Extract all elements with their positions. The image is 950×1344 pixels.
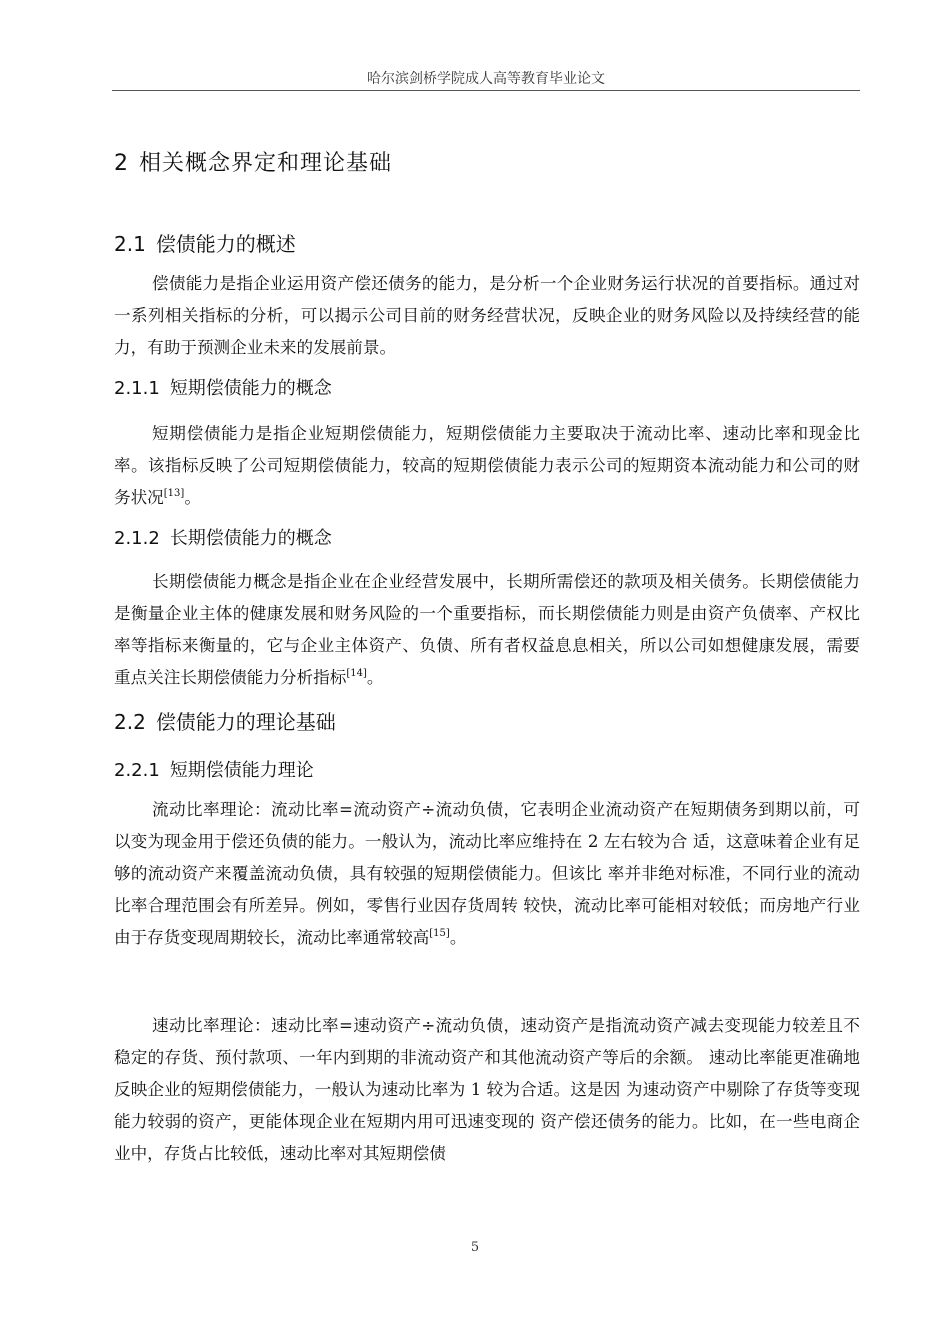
- paragraph-end: 。: [449, 928, 467, 947]
- section-title: 偿债能力的概述: [155, 232, 296, 256]
- running-header: 哈尔滨剑桥学院成人高等教育毕业论文: [367, 71, 605, 87]
- section-title: 短期偿债能力的概念: [169, 378, 332, 399]
- section-number: 2.2: [114, 710, 146, 734]
- section-heading-2-1: [114, 228, 296, 257]
- paragraph-2-1: 偿债能力是指企业运用资产偿还债务的能力，是分析一个企业财务运行状况的首要指标。通过对一系列相关指标的分析，可以揭示公司目前的财务经营状况，反映企业的财务风险以及持续经营的能力，有助于预测企业未来的发展前景。: [114, 274, 860, 357]
- citation: [13]: [163, 488, 185, 499]
- chapter-title: 相关概念界定和理论基础: [139, 151, 393, 176]
- paragraph-end: 。: [184, 488, 201, 507]
- section-heading-2-2-1: [114, 756, 314, 782]
- section-number: 2.1.2: [114, 528, 160, 549]
- citation: [15]: [429, 928, 450, 939]
- chapter-number: 2: [114, 151, 129, 176]
- citation: [14]: [346, 668, 367, 679]
- paragraph-quick-ratio-theory: 速动比率理论：速动比率=速动资产÷流动负债，速动资产是指流动资产减去变现能力较差且不稳定的存货、预付款项、一年内到期的非流动资产和其他流动资产等后的余额。 速动比率能更准确地反映企业的短期偿债能力，一般认为速动比率为 1 较为合适。这是因 为速动资产中剔除了存货等变现能力较弱的资产，更能体现企业在短期内用可迅速变现的 资产偿还债务的能力。比如，在一些电商企业中，存货占比较低，速动比率对其短期偿债: [114, 1016, 860, 1163]
- section-title: 短期偿债能力理论: [169, 760, 314, 781]
- section-title: 偿债能力的理论基础: [155, 710, 336, 734]
- paragraph-text: 流动比率理论：流动比率=流动资产÷流动负债，它表明企业流动资产在短期债务到期以前，可以变为现金用于偿还负债的能力。一般认为，流动比率应维持在 2 左右较为合 适，这意味着企业有足够的流动资产来覆盖流动负债，具有较强的短期偿债能力。但该比 率并非绝对标准，不同行业的流动比率合理范围会有所差异。例如，零售行业因存货周转 较快，流动比率可能相对较低；而房地产行业由于存货变现周期较长，流动比率通常较高: [114, 800, 860, 947]
- chapter-heading: [114, 146, 392, 177]
- section-number: 2.2.1: [114, 760, 160, 781]
- paragraph-current-ratio-theory: [114, 794, 860, 954]
- paragraph-end: 。: [366, 668, 384, 687]
- section-heading-2-1-2: [114, 524, 332, 550]
- paragraph-2-1-1: [114, 418, 860, 514]
- section-title: 长期偿债能力的概念: [169, 528, 332, 549]
- paragraph-2-1-2: [114, 566, 860, 694]
- page-number: 5: [470, 1240, 480, 1255]
- section-heading-2-1-1: [114, 374, 332, 400]
- paragraph-text: 短期偿债能力是指企业短期偿债能力，短期偿债能力主要取决于流动比率、速动比率和现金比率。该指标反映了公司短期偿债能力，较高的短期偿债能力表示公司的短期资本流动能力和公司的财务状况: [114, 424, 860, 507]
- paragraph-text: 长期偿债能力概念是指企业在企业经营发展中，长期所需偿还的款项及相关债务。长期偿债能力是衡量企业主体的健康发展和财务风险的一个重要指标，而长期偿债能力则是由资产负债率、产权比率等指标来衡量的，它与企业主体资产、负债、所有者权益息息相关，所以公司如想健康发展，需要重点关注长期偿债能力分析指标: [114, 572, 860, 687]
- section-number: 2.1.1: [114, 378, 160, 399]
- header-divider: [112, 90, 860, 91]
- section-heading-2-2: [114, 706, 336, 735]
- section-number: 2.1: [114, 232, 146, 256]
